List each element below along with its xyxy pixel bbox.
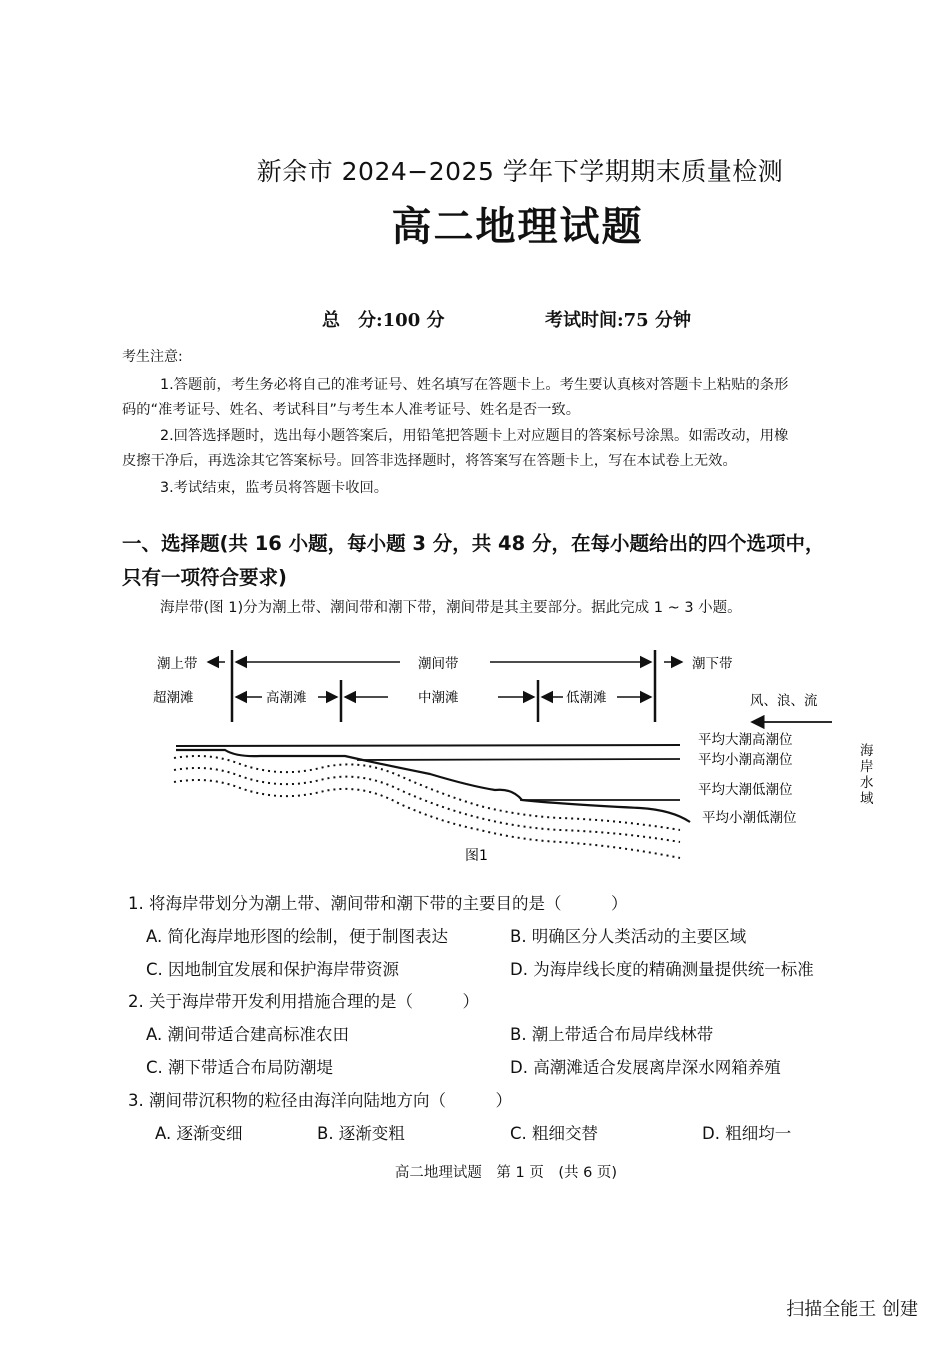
exam-title: 高二地理试题: [391, 204, 644, 250]
question-2-option-c: C. 潮下带适合布局防潮堤: [146, 1058, 334, 1077]
label-mean-high-water-springs: 平均大潮高潮位: [698, 732, 793, 748]
question-3-option-b: B. 逐渐变粗: [317, 1124, 405, 1143]
label-mean-high-water-neaps: 平均小潮高潮位: [698, 752, 793, 768]
question-1-option-c: C. 因地制宜发展和保护海岸带资源: [146, 960, 400, 979]
label-mid-flat: 中潮滩: [418, 690, 459, 706]
question-1-stem: 1. 将海岸带划分为潮上带、潮间带和潮下带的主要目的是（ ）: [128, 894, 628, 913]
question-1-option-d: D. 为海岸线长度的精确测量提供统一标准: [510, 960, 814, 979]
label-sea-char: 海: [860, 743, 874, 759]
label-mean-low-water-neaps: 平均小潮低潮位: [702, 810, 797, 826]
question-intro: 海岸带(图 1)分为潮上带、潮间带和潮下带，潮间带是其主要部分。据此完成 1 ~ 3 小题。: [160, 600, 742, 616]
question-2-option-d: D. 高潮滩适合发展离岸深水网箱养殖: [510, 1058, 781, 1077]
question-3-option-d: D. 粗细均一: [702, 1124, 792, 1143]
label-super-flat: 超潮滩: [153, 690, 194, 706]
label-high-flat: 高潮滩: [266, 690, 307, 706]
label-intertidal: 潮间带: [418, 656, 459, 672]
question-2-option-a: A. 潮间带适合建高标准农田: [146, 1025, 349, 1044]
exam-subtitle: 新余市 2024−2025 学年下学期期末质量检测: [256, 157, 784, 186]
label-low-flat: 低潮滩: [566, 690, 607, 706]
question-3-option-c: C. 粗细交替: [510, 1124, 599, 1143]
label-mean-low-water-springs: 平均大潮低潮位: [698, 782, 793, 798]
notes-heading: 考生注意:: [122, 349, 183, 365]
note-line: 皮擦干净后，再选涂其它答案标号。回答非选择题时，将答案写在答题卡上，写在本试卷上无效。: [122, 453, 737, 469]
section-heading-cont: 只有一项符合要求): [122, 566, 287, 589]
note-line: 码的“准考证号、姓名、考试科目”与考生本人准考证号、姓名是否一致。: [122, 402, 581, 418]
page-footer: 高二地理试题 第 1 页 (共 6 页): [394, 1165, 618, 1181]
question-3-stem: 3. 潮间带沉积物的粒径由海洋向陆地方向（ ）: [128, 1091, 512, 1110]
label-sea-char: 域: [860, 791, 874, 807]
note-line: 3.考试结束，监考员将答题卡收回。: [160, 480, 389, 496]
figure-caption: 图1: [465, 848, 488, 864]
label-sea-char: 水: [860, 775, 874, 791]
question-1-option-a: A. 简化海岸地形图的绘制，便于制图表达: [146, 927, 448, 946]
question-2-option-b: B. 潮上带适合布局岸线林带: [510, 1025, 714, 1044]
question-1-option-b: B. 明确区分人类活动的主要区域: [510, 927, 747, 946]
label-supratidal: 潮上带: [157, 656, 198, 672]
note-line: 1.答题前，考生务必将自己的准考证号、姓名填写在答题卡上。考生要认真核对答题卡上粘贴的条形: [160, 377, 789, 393]
total-score: 总 分:100 分: [322, 310, 445, 331]
label-wind-wave-current: 风、浪、流: [750, 693, 818, 709]
scanner-watermark: 扫描全能王 创建: [786, 1299, 918, 1320]
label-subtidal: 潮下带: [692, 656, 733, 672]
question-3-option-a: A. 逐渐变细: [155, 1124, 243, 1143]
exam-time: 考试时间:75 分钟: [545, 310, 691, 331]
section-heading: 一、选择题(共 16 小题，每小题 3 分，共 48 分，在每小题给出的四个选项中，: [122, 532, 825, 555]
label-sea-char: 岸: [860, 759, 874, 775]
question-2-stem: 2. 关于海岸带开发利用措施合理的是（ ）: [128, 992, 479, 1011]
note-line: 2.回答选择题时，选出每小题答案后，用铅笔把答题卡上对应题目的答案标号涂黑。如需改动，用橡: [160, 428, 789, 444]
